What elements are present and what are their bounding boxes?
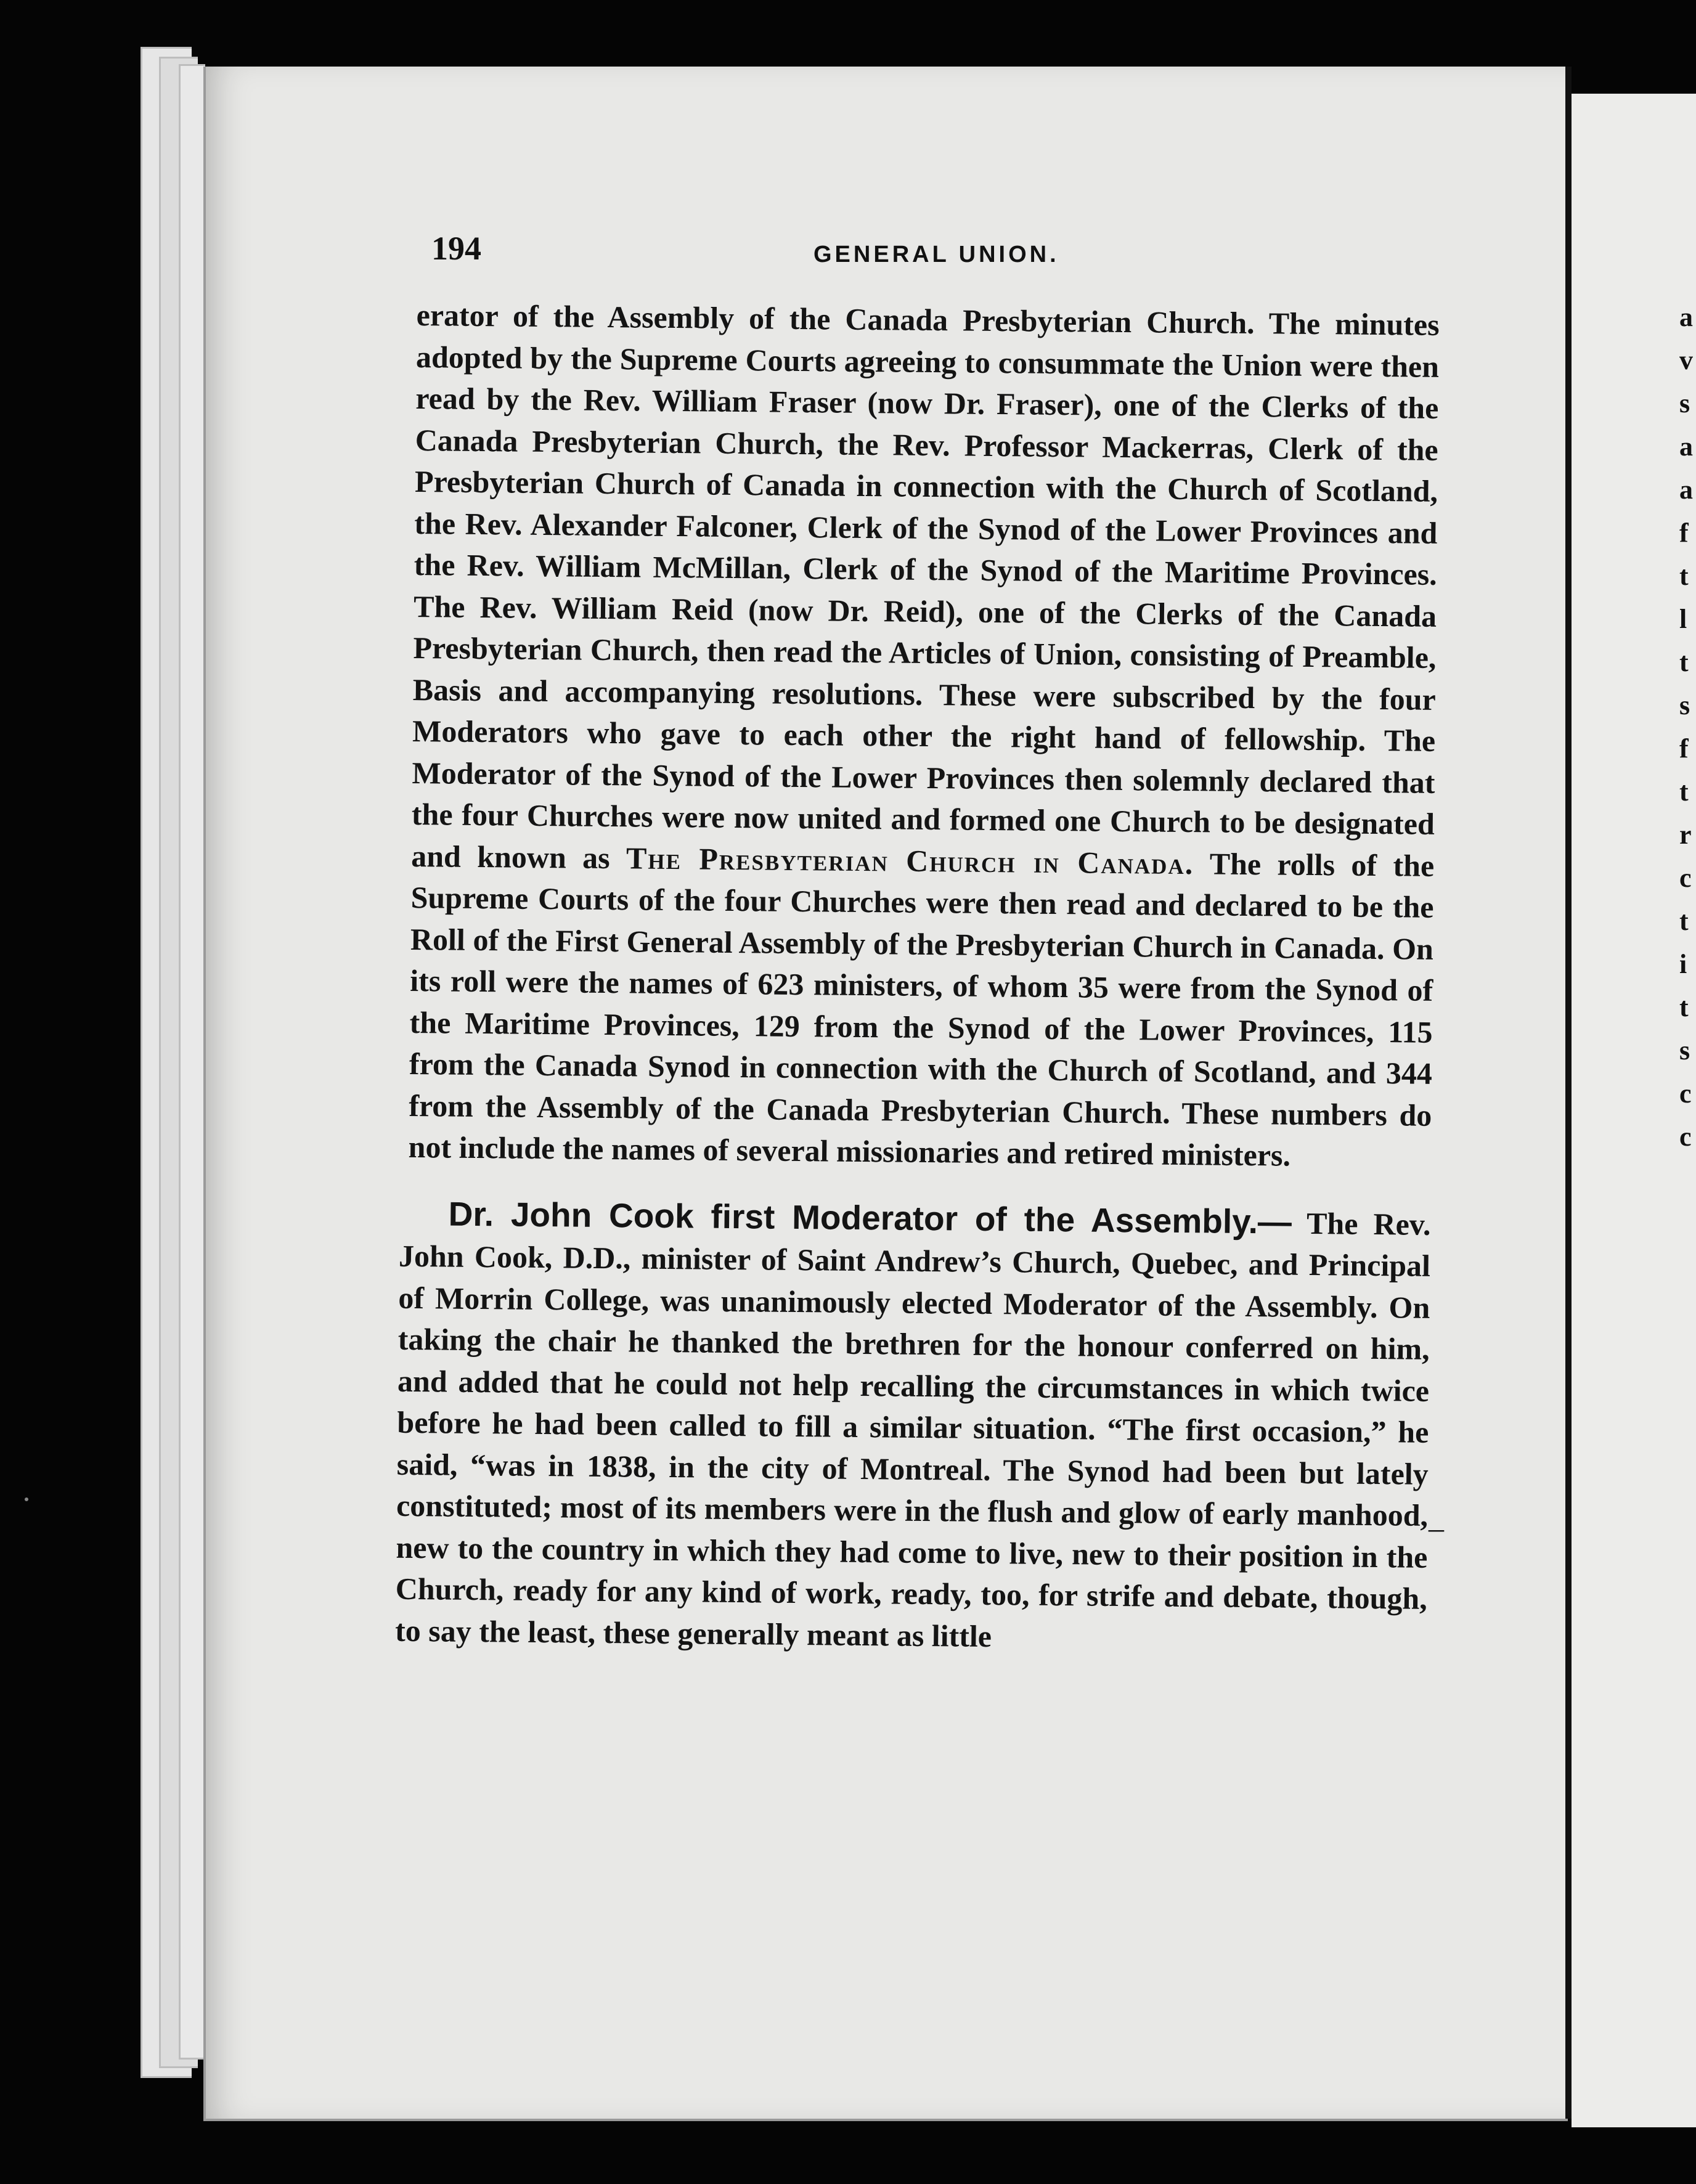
church-name-small-caps: The Presbyterian Church in Canada. [626, 840, 1194, 881]
margin-letter: c [1679, 1122, 1692, 1152]
margin-letter: v [1679, 345, 1693, 375]
facing-page-edge [1572, 94, 1696, 2127]
margin-letter: l [1679, 604, 1687, 634]
margin-letter: f [1679, 733, 1689, 764]
margin-dash-mark: – [1429, 1510, 1444, 1545]
margin-letter: a [1679, 302, 1693, 332]
margin-letter: a [1679, 475, 1693, 505]
margin-letter: t [1679, 906, 1689, 936]
margin-letter: f [1679, 518, 1689, 548]
paragraph [395, 1192, 1431, 1661]
margin-letter: t [1679, 561, 1689, 591]
margin-letter: s [1679, 388, 1690, 418]
running-head: GENERAL UNION. [813, 242, 1059, 267]
facing-page-margin-letters [1679, 296, 1696, 1159]
margin-letter: s [1679, 1035, 1690, 1066]
page-number: 194 [431, 230, 481, 267]
paragraph-text: erator of the Assembly of the Canada Presbyterian Church. The minutes adopted by the Supreme Courts agreeing to consummate the Union were then read by the Rev. William Fraser (now Dr. Fraser), one of the Clerks of the Canada Presbyterian Church, the Rev. Professor Mackerras, Clerk of the Presbyterian Church of Canada in connection with the Church of Scotland, the Rev. Alexander Falconer, Clerk of the Synod of the Lower Provinces and the Rev. William McMillan, Clerk of the Synod of the Maritime Provinces. The Rev. William Reid (now Dr. Reid), one of the Clerks of the Canada Presbyterian Church, then read the Articles of Union, consisting of Preamble, Basis and accompanying resolutions. These were subscribed by the four Moderators who gave to each other the right hand of fellowship. The Moderator of the Synod of the Lower Provinces then solemnly declared that the four Churches were now united and formed one Church to be designated and known as [410, 297, 1440, 875]
paragraph-text: The Rev. John Cook, D.D., minister of Saint Andrew’s Church, Quebec, and Principal of Morrin College, was unanimously elected Moderator of the Assembly. On taking the chair he thanked the brethren for the honour conferred on him, and added that he could not help recalling the circumstances in which twice before he had been called to fill a similar situation. “The first occasion,” he said, “was in 1838, in the city of Montreal. The Synod had been but lately constituted; most of its members were in the flush and glow of early manhood, new to the country in which they had come to live, new to their position in the Church, ready for any kind of work, ready, too, for strife and debate, though, to say the least, these generally meant as little [394, 1205, 1431, 1653]
margin-letter: t [1679, 776, 1689, 807]
page-edge [179, 64, 205, 2060]
margin-letter: a [1679, 431, 1693, 462]
margin-letter: r [1679, 820, 1692, 850]
section-heading: Dr. John Cook first Moderator of the Assembly.— [448, 1194, 1292, 1241]
margin-letter: s [1679, 690, 1690, 720]
book-gutter [1565, 67, 1572, 2119]
margin-letter: i [1679, 949, 1687, 979]
paragraph [408, 295, 1440, 1178]
margin-letter: c [1679, 1078, 1692, 1109]
page-body [394, 295, 1440, 1661]
paragraph-text: The rolls of the Supreme Courts of the four Churches were then read and declared to be the Roll of the First General Assembly of the Presbyterian Church in Canada. On its roll were the names of 623 ministers, of whom 35 were from the Synod of the Maritime Provinces, 129 from the Synod of the Lower Provinces, 115 from the Canada Synod in connection with the Church of Scotland, and 344 from the Assembly of the Canada Presbyterian Church. These numbers do not include the names of several missionaries and retired ministers. [408, 845, 1435, 1173]
margin-letter: t [1679, 647, 1689, 677]
margin-letter: t [1679, 992, 1689, 1022]
margin-letter: c [1679, 863, 1692, 893]
scan-speck [25, 1497, 28, 1501]
